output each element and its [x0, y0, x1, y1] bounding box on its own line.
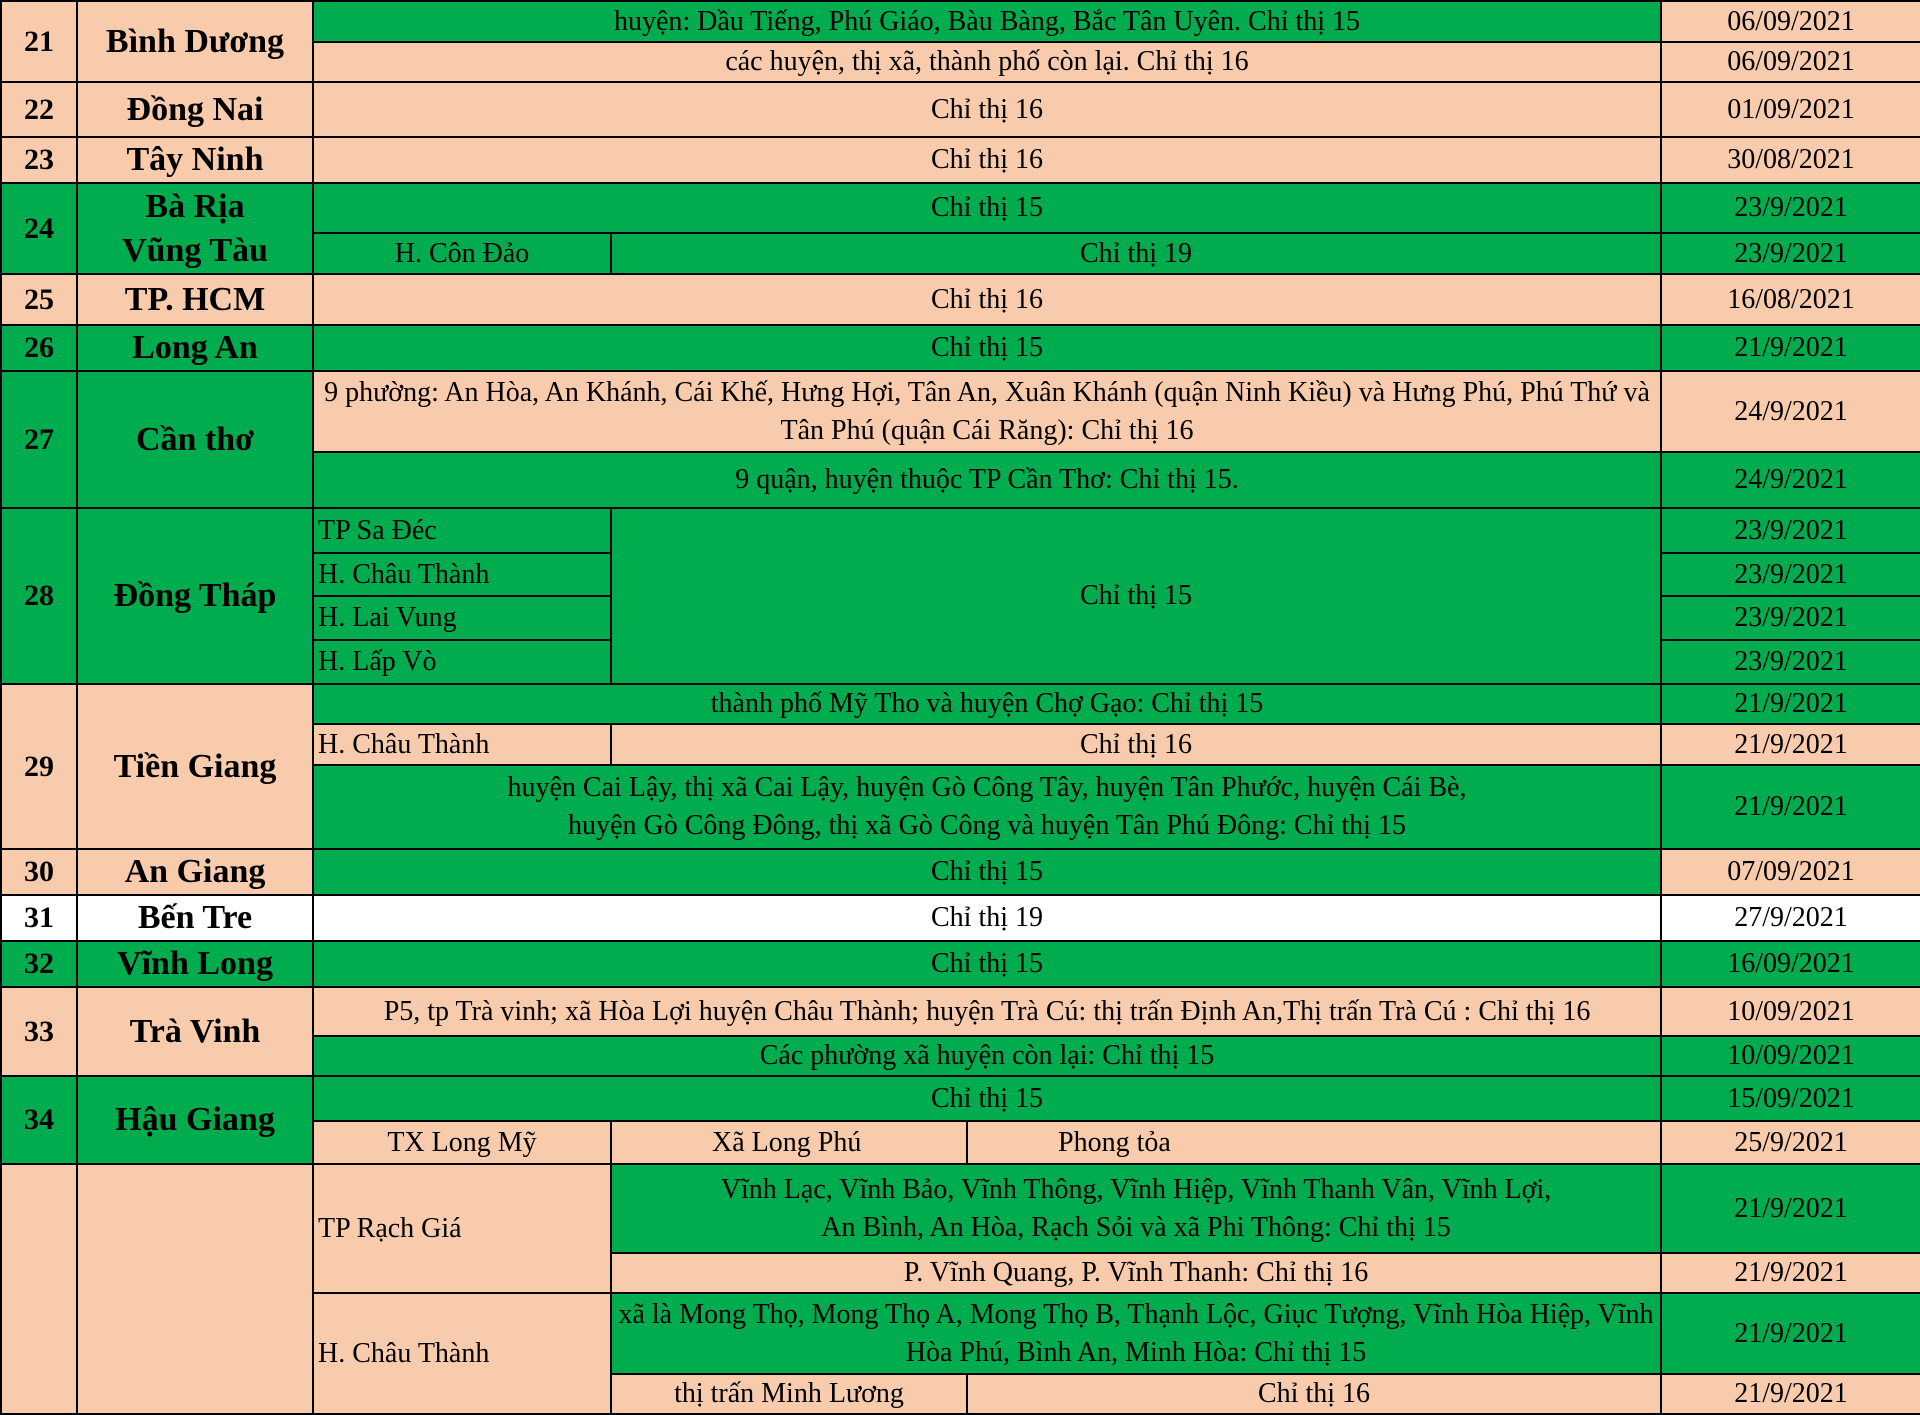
measure-text-line: huyện Cai Lậy, thị xã Cai Lậy, huyện Gò Công Tây, huyện Tân Phước, huyện Cái Bè, [507, 772, 1467, 803]
measure-date: 21/9/2021 [1661, 724, 1920, 765]
area-name: H. Châu Thành [313, 1293, 611, 1414]
measure-text: huyện: Dầu Tiếng, Phú Giáo, Bàu Bàng, Bắc Tân Uyên. Chỉ thị 15 [313, 1, 1661, 42]
measure-date: 21/9/2021 [1661, 1253, 1920, 1293]
province-name: Vĩnh Long [77, 941, 313, 987]
area-name: H. Châu Thành [313, 724, 611, 765]
province-name: Bình Dương [77, 1, 313, 82]
area-name: H. Châu Thành [313, 553, 611, 596]
measure-date: 25/9/2021 [1661, 1121, 1920, 1164]
measure-date: 10/09/2021 [1661, 987, 1920, 1036]
area-name: TP Sa Đéc [313, 508, 611, 553]
measure-date: 10/09/2021 [1661, 1036, 1920, 1076]
measure-date: 06/09/2021 [1661, 1, 1920, 42]
measure-date: 24/9/2021 [1661, 371, 1920, 452]
measure-date: 23/9/2021 [1661, 553, 1920, 596]
province-name: Trà Vinh [77, 987, 313, 1076]
measure-text [611, 1164, 1661, 1253]
measure-text [313, 765, 1661, 849]
row-number: 34 [1, 1076, 77, 1164]
province-name: Đồng Tháp [77, 508, 313, 684]
row-number: 22 [1, 82, 77, 137]
measure-text-line: Tân Phú (quận Cái Răng): Chỉ thị 16 [780, 414, 1194, 446]
measure-text: Chỉ thị 15 [313, 325, 1661, 371]
province-name: Cần thơ [77, 371, 313, 508]
measure-text: 9 quận, huyện thuộc TP Cần Thơ: Chỉ thị 15. [313, 452, 1661, 508]
province-name: Tiền Giang [77, 684, 313, 849]
row-number: 33 [1, 987, 77, 1076]
sub-area-name: thị trấn Minh Lương [611, 1374, 967, 1414]
area-name: H. Côn Đảo [313, 233, 611, 274]
measure-date: 24/9/2021 [1661, 452, 1920, 508]
measure-text [611, 1293, 1661, 1374]
province-name [77, 183, 313, 274]
row-number: 32 [1, 941, 77, 987]
province-name-line: Vũng Tàu [122, 231, 268, 269]
row-number: 28 [1, 508, 77, 684]
area-name: H. Lấp Vò [313, 640, 611, 684]
row-number: 23 [1, 137, 77, 183]
measure-date: 06/09/2021 [1661, 42, 1920, 82]
measure-text [313, 371, 1661, 452]
measure-date: 21/9/2021 [1661, 1293, 1920, 1374]
province-name: Tây Ninh [77, 137, 313, 183]
province-name: An Giang [77, 849, 313, 895]
table-row [1, 684, 1920, 724]
measure-text: Các phường xã huyện còn lại: Chỉ thị 15 [313, 1036, 1661, 1076]
province-name: Bến Tre [77, 895, 313, 941]
measure-text: Chỉ thị 16 [611, 724, 1661, 765]
measure-text: P5, tp Trà vinh; xã Hòa Lợi huyện Châu Thành; huyện Trà Cú: thị trấn Định An,Thị trấn Trà Cú : Chỉ thị 16 [313, 987, 1661, 1036]
table-row [1, 849, 1920, 895]
row-number [1, 1164, 77, 1414]
measure-text: Chỉ thị 15 [313, 1076, 1661, 1121]
row-number: 29 [1, 684, 77, 849]
measure-text: Chỉ thị 15 [611, 508, 1661, 684]
measure-text: Chỉ thị 16 [313, 82, 1661, 137]
table-row [1, 1076, 1920, 1121]
measure-date: 21/9/2021 [1661, 1164, 1920, 1253]
row-number: 21 [1, 1, 77, 82]
measure-text-line: Vĩnh Lạc, Vĩnh Bảo, Vĩnh Thông, Vĩnh Hiệp, Vĩnh Thanh Vân, Vĩnh Lợi, [720, 1173, 1552, 1205]
measure-text: Chỉ thị 15 [313, 941, 1661, 987]
measure-text: Chỉ thị 16 [967, 1374, 1661, 1414]
measure-text-line: 9 phường: An Hòa, An Khánh, Cái Khế, Hưng Hợi, Tân An, Xuân Khánh (quận Ninh Kiều) và Hưng Phú, Phú Thứ và [324, 376, 1650, 408]
measure-text: Chỉ thị 19 [313, 895, 1661, 941]
measure-date: 23/9/2021 [1661, 596, 1920, 640]
measure-text: thành phố Mỹ Tho và huyện Chợ Gạo: Chỉ thị 15 [313, 684, 1661, 724]
measure-date: 01/09/2021 [1661, 82, 1920, 137]
measure-text: Chỉ thị 19 [611, 233, 1661, 274]
table-row [1, 183, 1920, 233]
measure-date: 21/9/2021 [1661, 325, 1920, 371]
measure-text: Chỉ thị 15 [313, 849, 1661, 895]
measure-text-line: Hòa Phú, Bình An, Minh Hòa: Chỉ thị 15 [905, 1336, 1367, 1368]
measure-text-line: huyện Gò Công Đông, thị xã Gò Công và huyện Tân Phú Đông: Chỉ thị 15 [568, 810, 1406, 841]
province-name-line: Bà Rịa [145, 187, 245, 225]
area-name: TX Long Mỹ [313, 1121, 611, 1164]
table-row [1, 1164, 1920, 1253]
measure-text: Phong tỏa [967, 1121, 1661, 1164]
measure-date: 21/9/2021 [1661, 765, 1920, 849]
table-row [1, 137, 1920, 183]
measure-date: 30/08/2021 [1661, 137, 1920, 183]
table-row [1, 508, 1920, 553]
province-name: Hậu Giang [77, 1076, 313, 1164]
table-row [1, 895, 1920, 941]
table-row [1, 274, 1920, 325]
province-name: TP. HCM [77, 274, 313, 325]
measure-text-line: xã là Mong Thọ, Mong Thọ A, Mong Thọ B, Thạnh Lộc, Giục Tượng, Vĩnh Hòa Hiệp, Vĩnh [618, 1298, 1654, 1330]
measure-text-line: An Bình, An Hòa, Rạch Sỏi và xã Phi Thông: Chỉ thị 15 [821, 1211, 1451, 1243]
measure-date: 07/09/2021 [1661, 849, 1920, 895]
province-name: Đồng Nai [77, 82, 313, 137]
row-number: 24 [1, 183, 77, 274]
province-name: Long An [77, 325, 313, 371]
row-number: 30 [1, 849, 77, 895]
area-name: TP Rạch Giá [313, 1164, 611, 1293]
measure-date: 21/9/2021 [1661, 1374, 1920, 1414]
area-name: H. Lai Vung [313, 596, 611, 640]
row-number: 31 [1, 895, 77, 941]
measure-date: 27/9/2021 [1661, 895, 1920, 941]
measure-date: 23/9/2021 [1661, 640, 1920, 684]
sub-area-name: Xã Long Phú [611, 1121, 967, 1164]
measure-date: 16/09/2021 [1661, 941, 1920, 987]
table-row [1, 325, 1920, 371]
measure-date: 16/08/2021 [1661, 274, 1920, 325]
table-row [1, 941, 1920, 987]
table-row [1, 82, 1920, 137]
measure-text: P. Vĩnh Quang, P. Vĩnh Thanh: Chỉ thị 16 [611, 1253, 1661, 1293]
table-row [1, 987, 1920, 1036]
measure-text: Chỉ thị 16 [313, 137, 1661, 183]
measure-date: 23/9/2021 [1661, 183, 1920, 233]
measure-date: 23/9/2021 [1661, 508, 1920, 553]
measure-date: 23/9/2021 [1661, 233, 1920, 274]
measure-date: 15/09/2021 [1661, 1076, 1920, 1121]
measure-text: Chỉ thị 16 [313, 274, 1661, 325]
row-number: 27 [1, 371, 77, 508]
table-row [1, 1, 1920, 42]
measure-date: 21/9/2021 [1661, 684, 1920, 724]
measure-text: các huyện, thị xã, thành phố còn lại. Chỉ thị 16 [313, 42, 1661, 82]
row-number: 26 [1, 325, 77, 371]
measure-text: Chỉ thị 15 [313, 183, 1661, 233]
province-name [77, 1164, 313, 1414]
table-row [1, 371, 1920, 452]
row-number: 25 [1, 274, 77, 325]
